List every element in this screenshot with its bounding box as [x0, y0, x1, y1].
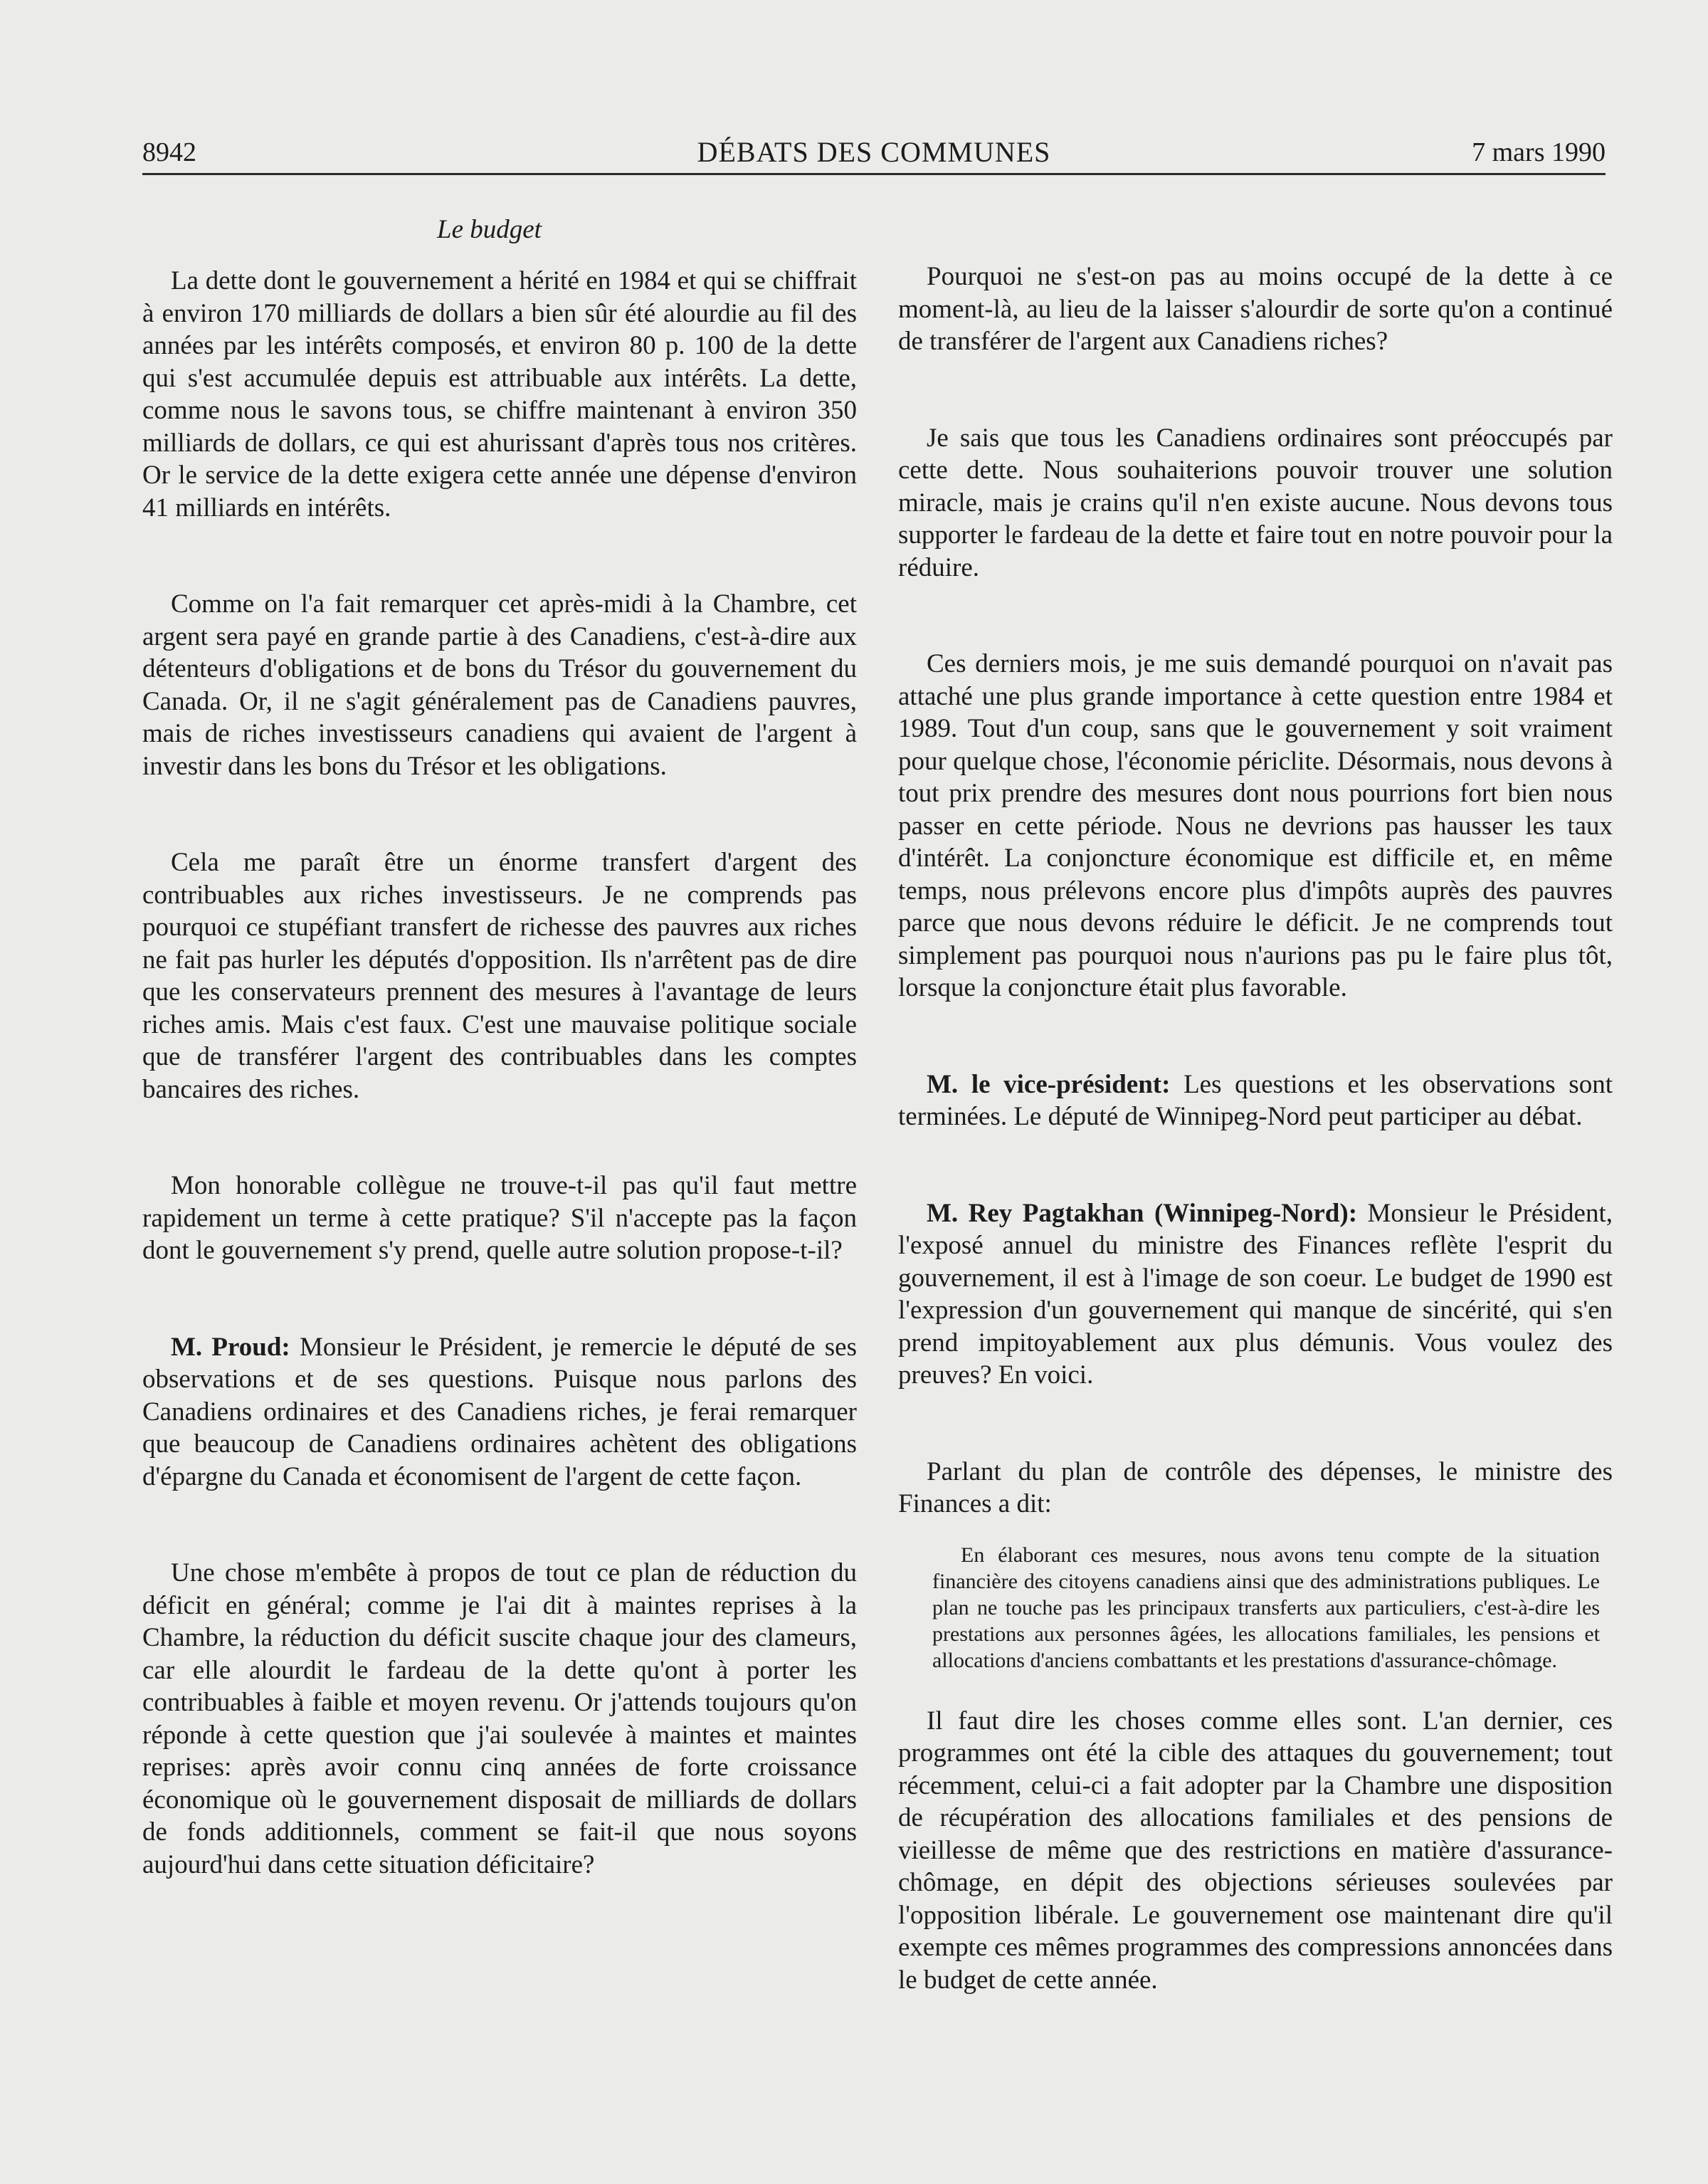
- paragraph-text: Mon honorable collègue ne trouve-t-il pas qu'il faut mettre rapidement un terme à cette pratique? S'il n'accepte pas la façon dont le gouvernement s'y prend, quelle autre solution propose-t-il?: [142, 1171, 857, 1265]
- page-header: [142, 132, 1606, 172]
- issue-date: 7 mars 1990: [1472, 137, 1606, 167]
- page-number: 8942: [142, 137, 196, 167]
- header-rule: [142, 173, 1606, 175]
- paragraph-text: Il faut dire les choses comme elles sont. L'an dernier, ces programmes ont été la cible des attaques du gouvernement; tout récemment, celui-ci a fait adopter par la Chambre une disposition de récupération des allocations familiales et des pensions de vieillesse de même que des restrictions en matière d'assurance-chômage, en dépit des objections sérieuses soulevées par l'opposition libérale. Le gouvernement ose maintenant dire qu'il exempte ces mêmes programmes des compressions annoncées dans le budget de cette année.: [898, 1706, 1613, 1995]
- block-quote: [932, 1542, 1600, 1674]
- paragraph: [898, 261, 1613, 358]
- paragraph: [898, 1069, 1613, 1133]
- paragraph-text: Une chose m'embête à propos de tout ce plan de réduction du déficit en général; comme je l'ai dit à maintes reprises à la Chambre, la réduction du déficit suscite chaque jour des clameurs, car elle alourdit le fardeau de la dette qu'ont à porter les contribuables à faible et moyen revenu. Or j'attends toujours qu'on réponde à cette question que j'ai soulevée à maintes et maintes reprises: après avoir connu cinq années de forte croissance économique où le gouvernement disposait de milliards de dollars de fonds additionnels, comment se fait-il que nous soyons aujourd'hui dans cette situation déficitaire?: [142, 1558, 857, 1879]
- paragraph-text: Je sais que tous les Canadiens ordinaires sont préoccupés par cette dette. Nous souhaiterions pouvoir trouver une solution miracle, mais je crains qu'il n'en existe aucune. Nous devons tous supporter le fardeau de la dette et faire tout en notre pouvoir pour la réduire.: [898, 423, 1613, 582]
- paragraph: [142, 1170, 857, 1267]
- paragraph-text: La dette dont le gouvernement a hérité en 1984 et qui se chiffrait à environ 170 milliards de dollars a bien sûr été alourdie au fil des années par les intérêts composés, et environ 80 p. 100 de la dette qui s'est accumulée depuis est attribuable aux intérêts. La dette, comme nous le savons tous, se chiffre maintenant à environ 350 milliards de dollars, ce qui est ahurissant d'après tous nos critères. Or le service de la dette exigera cette année une dépense d'environ 41 milliards en intérêts.: [142, 266, 857, 523]
- paragraph-text: Cela me paraît être un énorme transfert d'argent des contribuables aux riches investisseurs. Je ne comprends pas pourquoi ce stupéfiant transfert de richesse des pauvres aux riches ne fait pas hurler les députés d'opposition. Ils n'arrêtent pas de dire que les conservateurs prennent des mesures à l'avantage de leurs riches amis. Mais c'est faux. C'est une mauvaise politique sociale que de transférer l'argent des contribuables dans les comptes bancaires des riches.: [142, 848, 857, 1104]
- paragraph-text: Comme on l'a fait remarquer cet après-midi à la Chambre, cet argent sera payé en grande partie à des Canadiens, c'est-à-dire aux détenteurs d'obligations et de bons du Trésor du gouvernement du Canada. Or, il ne s'agit généralement pas de Canadiens pauvres, mais de riches investisseurs canadiens qui avaient de l'argent à investir dans les bons du Trésor et les obligations.: [142, 589, 857, 781]
- paragraph: [898, 1456, 1613, 1521]
- quote-text: En élaborant ces mesures, nous avons tenu compte de la situation financière des citoyens canadiens ainsi que des administrations publiques. Le plan ne touche pas les principaux transferts aux particuliers, c'est-à-dire les prestations aux personnes âgées, les allocations familiales, les pensions et allocations d'anciens combattants et les prestations d'assurance-chômage.: [932, 1543, 1600, 1672]
- paragraph-text: Parlant du plan de contrôle des dépenses, le ministre des Finances a dit:: [898, 1456, 1613, 1518]
- paragraph: [142, 588, 857, 782]
- paragraph: [898, 648, 1613, 1004]
- paragraph: [898, 1197, 1613, 1392]
- speaker-name: M. Proud:: [171, 1332, 290, 1362]
- paragraph: [142, 265, 857, 524]
- publication-title: DÉBATS DES COMMUNES: [697, 136, 1051, 168]
- paragraph-text: Monsieur le Président, l'exposé annuel du ministre des Finances reflète l'esprit du gouvernement, il est à l'image de son coeur. Le budget de 1990 est l'expression d'un gouvernement qui manque de sincérité, qui s'en prend impitoyablement aux plus démunis. Vous voulez des preuves? En voici.: [898, 1198, 1613, 1390]
- paragraph: [142, 846, 857, 1106]
- paragraph-text: Ces derniers mois, je me suis demandé pourquoi on n'avait pas attaché une plus grande importance à cette question entre 1984 et 1989. Tout d'un coup, sans que le gouvernement y soit vraiment pour quelque chose, l'économie périclite. Désormais, nous devons à tout prix prendre des mesures dont nous pourrions fort bien nous passer en cette période. Nous ne devrions pas hausser les taux d'intérêt. La conjoncture économique est difficile et, en même temps, nous prélevons encore plus d'impôts auprès des pauvres parce que nous devons réduire le déficit. Je ne comprends tout simplement pas pourquoi nous n'aurions pas pu le faire plus tôt, lorsque la conjoncture était plus favorable.: [898, 649, 1613, 1002]
- left-column: [142, 214, 857, 1881]
- right-column: [898, 261, 1613, 1996]
- paragraph: [898, 422, 1613, 584]
- paragraph: [898, 1705, 1613, 1997]
- paragraph-text: Les questions et les observations sont terminées. Le député de Winnipeg-Nord peut participer au débat.: [898, 1069, 1613, 1131]
- paragraph: [142, 1557, 857, 1881]
- section-title: Le budget: [437, 215, 542, 244]
- paragraph-text: Monsieur le Président, je remercie le député de ses observations et de ses questions. Puisque nous parlons des Canadiens ordinaires et des Canadiens riches, je ferai remarquer que beaucoup de Canadiens ordinaires achètent des obligations d'épargne du Canada et économisent de l'argent de cette façon.: [142, 1332, 857, 1491]
- paragraph-text: Pourquoi ne s'est-on pas au moins occupé de la dette à ce moment-là, au lieu de la laisser s'alourdir de sorte qu'on a continué de transférer de l'argent aux Canadiens riches?: [898, 262, 1613, 356]
- speaker-name: M. le vice-président:: [927, 1069, 1171, 1099]
- paragraph: [142, 1331, 857, 1493]
- speaker-name: M. Rey Pagtakhan (Winnipeg-Nord):: [927, 1198, 1358, 1228]
